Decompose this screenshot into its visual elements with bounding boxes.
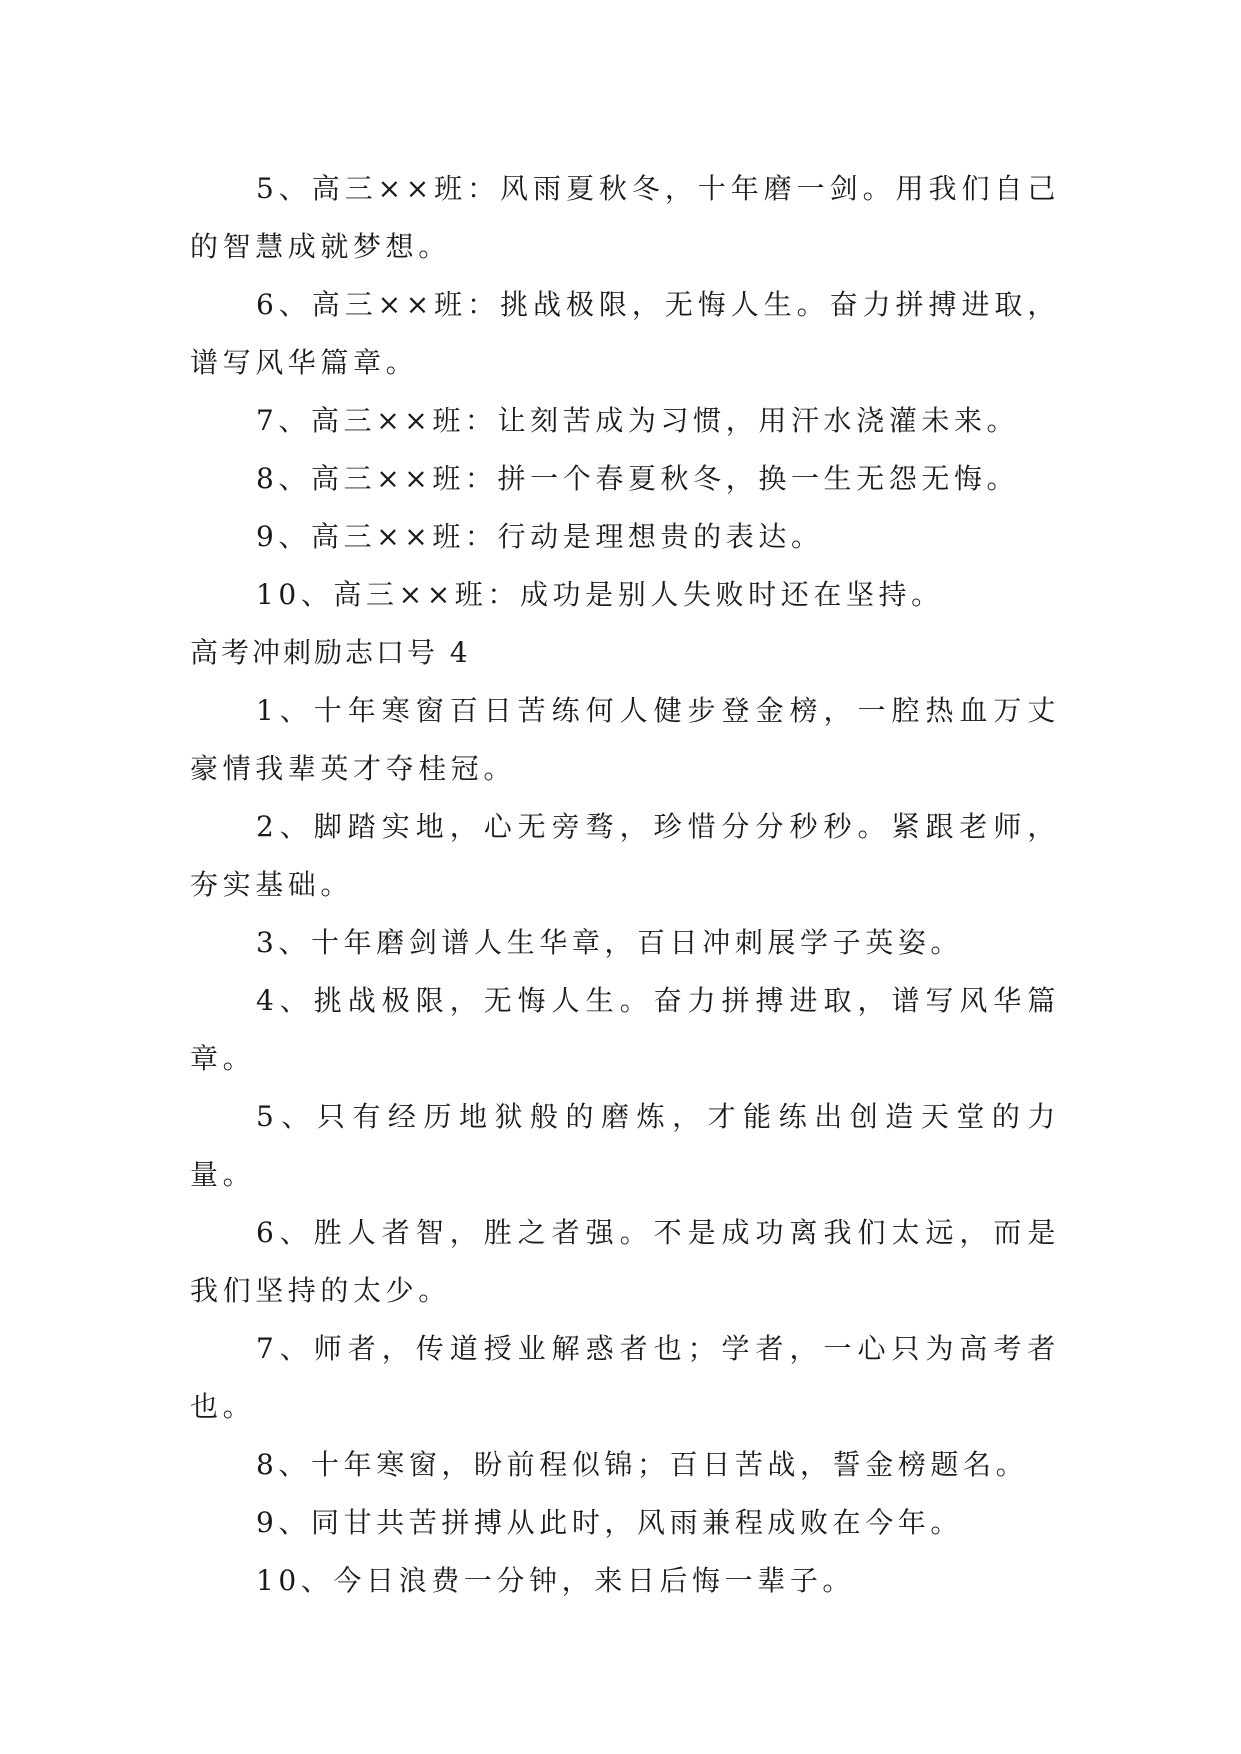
slogan-paragraph: 6、高三××班：挑战极限，无悔人生。奋力拼搏进取，谱写风华篇章。 <box>190 288 1060 379</box>
slogan-paragraph: 7、高三××班：让刻苦成为习惯，用汗水浇灌未来。 <box>256 404 1020 437</box>
slogan-paragraph: 9、高三××班：行动是理想贵的表达。 <box>256 520 824 553</box>
slogan-paragraph: 10、高三××班：成功是别人失败时还在坚持。 <box>256 578 944 611</box>
slogan-paragraph: 6、胜人者智，胜之者强。不是成功离我们太远，而是我们坚持的太少。 <box>190 1216 1060 1307</box>
slogan-paragraph: 1、十年寒窗百日苦练何人健步登金榜，一腔热血万丈豪情我辈英才夺桂冠。 <box>190 694 1060 785</box>
slogan-paragraph: 7、师者，传道授业解惑者也；学者，一心只为高考者也。 <box>190 1332 1060 1423</box>
slogan-paragraph: 2、脚踏实地，心无旁骛，珍惜分分秒秒。紧跟老师，夯实基础。 <box>190 810 1060 901</box>
slogan-paragraph: 5、只有经历地狱般的磨炼，才能练出创造天堂的力量。 <box>190 1100 1060 1191</box>
slogan-paragraph: 10、今日浪费一分钟，来日后悔一辈子。 <box>256 1564 856 1597</box>
slogan-paragraph: 8、十年寒窗，盼前程似锦；百日苦战，誓金榜题名。 <box>256 1448 1029 1481</box>
slogan-paragraph: 3、十年磨剑谱人生华章，百日冲刺展学子英姿。 <box>256 926 964 959</box>
slogan-paragraph: 4、挑战极限，无悔人生。奋力拼搏进取，谱写风华篇章。 <box>190 984 1060 1075</box>
slogan-paragraph: 9、同甘共苦拼搏从此时，风雨兼程成败在今年。 <box>256 1506 964 1539</box>
slogan-paragraph: 5、高三××班：风雨夏秋冬，十年磨一剑。用我们自己的智慧成就梦想。 <box>190 172 1060 263</box>
document-body <box>190 160 1060 1610</box>
slogan-paragraph: 8、高三××班：拼一个春夏秋冬，换一生无怨无悔。 <box>256 462 1020 495</box>
section-heading: 高考冲刺励志口号 4 <box>190 636 471 669</box>
